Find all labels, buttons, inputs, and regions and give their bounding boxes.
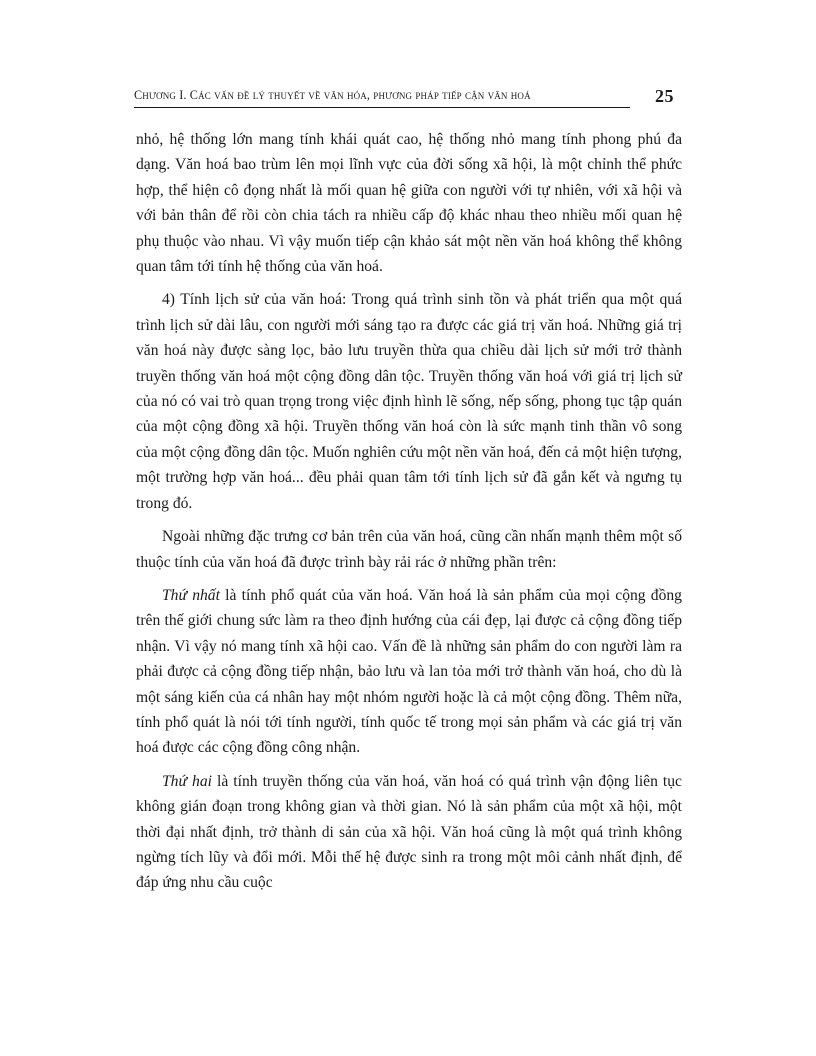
paragraph-historical-nature: 4) Tính lịch sử của văn hoá: Trong quá trình sinh tồn và phát triển qua một quá trình lịch sử dài lâu, con người mới sáng tạo ra được các giá trị văn hoá. Những giá trị văn hoá này được sàng lọc, bảo lưu truyền thừa qua chiều dài lịch sử mới trở thành truyền thống văn hoá một cộng đồng dân tộc. Truyền thống văn hoá với giá trị lịch sử của nó có vai trò quan trọng trong việc định hình lẽ sống, nếp sống, phong tục tập quán của một cộng đồng xã hội. Truyền thống văn hoá còn là sức mạnh tinh thần vô song của một cộng đồng dân tộc. Muốn nghiên cứu một nền văn hoá, đến cả một hiện tượng, một trường hợp văn hoá... đều phải quan tâm tới tính lịch sử đã gắn kết và ngưng tụ trong đó. [136,291,682,512]
body-text [136,127,682,896]
paragraph-second-attribute [136,769,682,896]
paragraph-additional-attributes: Ngoài những đặc trưng cơ bản trên của văn hoá, cũng cần nhấn mạnh thêm một số thuộc tính của văn hoá đã được trình bày rải rác ở những phần trên: [136,528,682,571]
first-attribute-text: là tính phổ quát của văn hoá. Văn hoá là sản phẩm của mọi cộng đồng trên thế giới chung sức làm ra theo định hướng của cái đẹp, lại được cả cộng đồng tiếp nhận. Vì vậy nó mang tính xã hội cao. Vấn đề là những sản phẩm do con người làm ra phải được cả cộng đồng tiếp nhận, bảo lưu và lan tỏa mới trở thành văn hoá, cho dù là một sáng kiến của cá nhân hay một nhóm người hoặc là cả một cộng đồng. Thêm nữa, tính phổ quát là nói tới tính người, tính quốc tế trong mọi sản phẩm và các giá trị văn hoá được các cộng đồng công nhận. [136,586,682,757]
page-header [134,88,682,110]
second-attribute-lead: Thứ hai [162,772,212,790]
running-title: Chương I. Các vấn đề lý thuyết về văn hóa, phương pháp tiếp cận văn hoá [134,88,531,102]
page-number: 25 [655,86,674,106]
paragraph-system-continuation: nhỏ, hệ thống lớn mang tính khái quát cao, hệ thống nhỏ mang tính phong phú đa dạng. Văn hoá bao trùm lên mọi lĩnh vực của đời sống xã hội, là một chỉnh thể phức hợp, thể hiện cô đọng nhất là mối quan hệ giữa con người với tự nhiên, với xã hội và với bản thân để rồi còn chia tách ra nhiều cấp độ khác nhau theo nhiều mối quan hệ phụ thuộc vào nhau. Vì vậy muốn tiếp cận khảo sát một nền văn hoá không thể không quan tâm tới tính hệ thống của văn hoá. [136,131,682,276]
second-attribute-text: là tính truyền thống của văn hoá, văn hoá có quá trình vận động liên tục không gián đoạn trong không gian và thời gian. Nó là sản phẩm của một xã hội, một thời đại nhất định, trở thành di sản của xã hội. Văn hoá cũng là một quá trình không ngừng tích lũy và đổi mới. Mỗi thế hệ được sinh ra trong một môi cảnh nhất định, để đáp ứng nhu cầu cuộc [136,772,682,892]
first-attribute-lead: Thứ nhất [162,586,220,604]
paragraph-first-attribute [136,583,682,761]
header-rule [134,107,630,108]
